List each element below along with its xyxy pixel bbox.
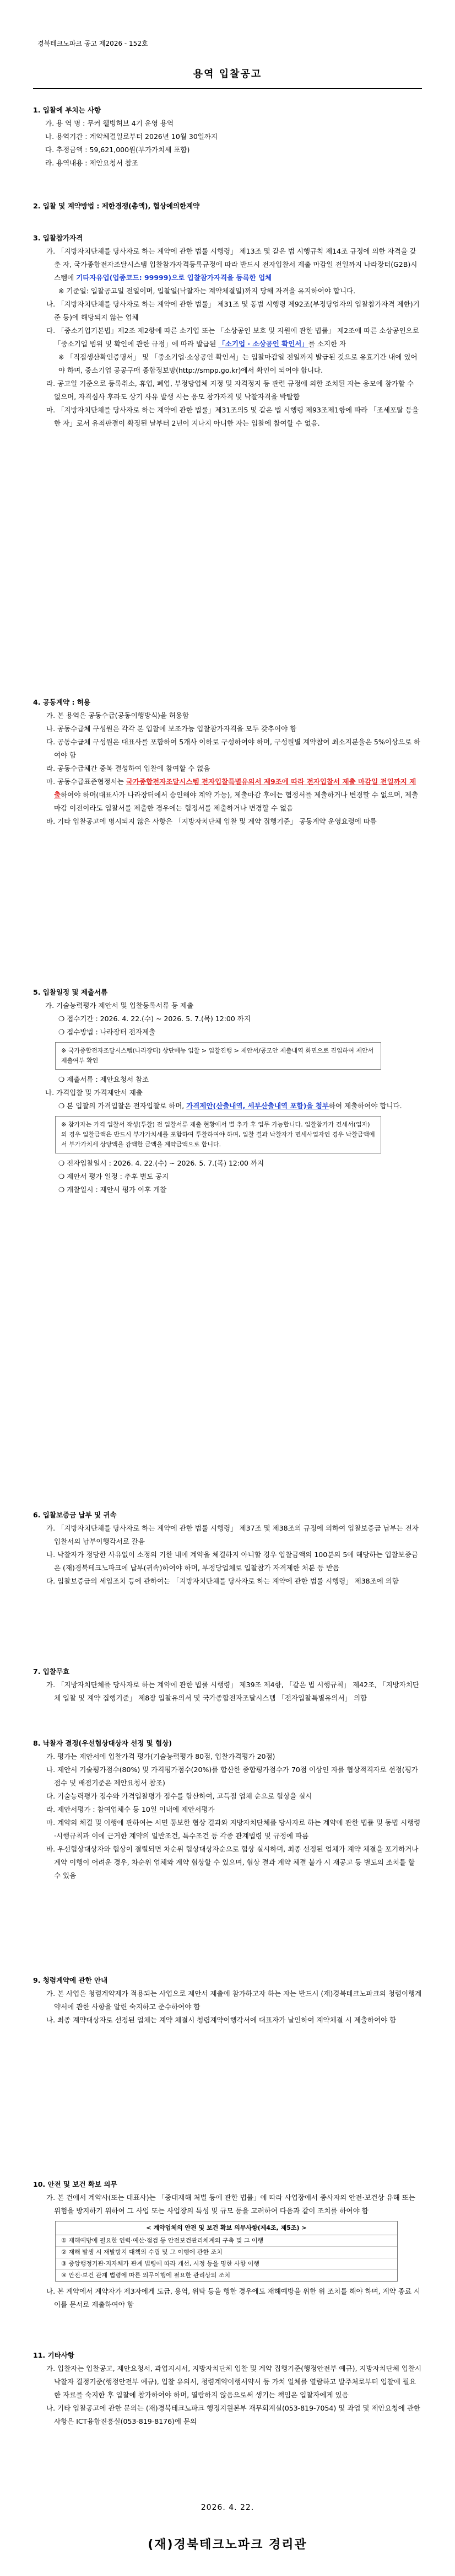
s9-item: 가. 본 사업은 청렴계약제가 적용되는 사업으로 제안서 제출에 참가하고자 하는 자는 반드시 (재)경북테크노파크의 청렴이행계약서에 관한 사항을 알린 숙지하고 준수하여야 함 (46, 1989, 422, 2011)
s5-price-text-end: 하여 제출하여야 합니다. (328, 1102, 402, 1110)
section-10-heading: 10. 안전 및 보건 확보 의무 (33, 2180, 117, 2188)
s5-price-highlight: 가격제안(산출내역, 세부산출내역 포함)을 첨부 (186, 1102, 329, 1110)
s5-bullet: ❍ 제안서 평가 일정 : 추후 별도 공지 (58, 1172, 169, 1180)
s3-ga-text: 가. 「지방자치단체를 당사자로 하는 계약에 관한 법률 시행령」 제13조 및 같은 법 시행규칙 제14조 규정에 의한 자격을 갖춘 자, 국가종합전자조달시스템 입찰참가자격등록규정에 따라 반드시 전자입찰서 제출 마감일 전일까지 나라장터(G2B)시스템에 (46, 247, 418, 282)
section-7-heading: 7. 입찰무효 (33, 1667, 70, 1676)
s5-bullet: ❍ 접수기간 : 2026. 4. 22.(수) ~ 2026. 5. 7.(목) 12:00 까지 (58, 1015, 251, 1023)
s1-item: 라. 용역내용 : 제안요청서 참조 (45, 159, 138, 167)
s8-item: 나. 제안서 기술평가점수(80%) 및 가격평가점수(20%)를 합산한 종합평가점수가 70점 이상인 자를 협상적격자로 선정(평가점수 및 배점기준은 제안요청서 참조) (46, 1765, 418, 1787)
s5-price-text: ❍ 본 입찰의 가격입찰은 전자입찰로 하며, (58, 1102, 187, 1110)
section-8 (33, 1737, 422, 1882)
s3-note: ※ 「직접생산확인증명서」 및 「중소기업·소상공인 확인서」는 입찰마감일 전일까지 발급된 것으로 유효기간 내에 있어야 하며, 중소기업 공공구매 종합정보망(http://smpp.go.kr)에서 확인이 되어야 합니다. (58, 353, 418, 374)
s4-item: 나. 공동수급체 구성원은 각각 본 입찰에 보조가능 입찰참가자격을 모두 갖추어야 함 (46, 724, 297, 733)
s4-item: 다. 공동수급체 구성원은 대표사를 포함하여 5개사 이하로 구성하여야 하며, 구성원별 계약참여 최소지분율은 5%이상으로 하여야 함 (46, 738, 421, 759)
s8-item: 마. 계약의 체결 및 이행에 관하여는 서면 통보한 협상 결과와 지방자치단체를 당사자로 하는 계약에 관한 법률 및 동법 시행령·시행규칙과 이에 근거한 계약의 일반조건, 특수조건 등 각종 관계법령 및 규정에 따름 (46, 1818, 421, 1840)
s3-ga-highlight: 기타자유업(업종코드: 99999)으로 입찰참가자격을 등록한 업체 (76, 273, 272, 282)
s8-item: 가. 평가는 제안서에 입찰가격 평가(기술능력평가 80점, 입찰가격평가 20점) (46, 1752, 275, 1761)
s4-ma-text-end: 하여야 하며(대표사가 나라장터에서 승인해야 계약 가능), 제출마감 후에는 협정서를 제출하거나 변경할 수 없으며, 제출마감 이전이라도 입찰서를 제출한 경우에는 협정서를 제출하거나 변경할 수 없음 (54, 791, 419, 812)
submission-check-box: ※ 국가종합전자조달시스템(나라장터) 상단메뉴 입찰 > 입찰진행 > 제안서/공모안 제출내역 화면으로 진입하여 제안서 제출여부 확인 (55, 1042, 381, 1070)
notice-date: 2026. 4. 22. (201, 2503, 254, 2512)
s9-item: 나. 최종 계약대상자로 선정된 업체는 계약 체결시 청렴계약이행각서에 대표자가 날인하여 계약체결 시 제출하여야 함 (46, 2016, 397, 2024)
section-3 (33, 232, 422, 430)
vat-note-box: ※ 참가자는 가격 입찰서 작성(투찰) 전 입찰서류 제출 현황에서 별 추가 후 업무 가능합니다. 입찰참가가 견세서(업자)의 경우 입찰금액은 반드시 부가가치세를 포함하여 투찰하여야 하며, 입찰 결과 낙찰자가 면세사업자인 경우 낙찰금액에서 부가가치세 상당액을 감액한 금액을 계약금액으로 합니다. (55, 1116, 381, 1153)
safety-table-row: ③ 중앙행정기관·지자체가 관계 법령에 따라 개선, 시정 등을 명한 사항 이행 (56, 2258, 397, 2270)
section-11-heading: 11. 기타사항 (33, 2351, 74, 2359)
s5-item: 나. 가격입찰 및 가격제안서 제출 (45, 1088, 143, 1097)
section-4-heading: 4. 공동계약 : 허용 (33, 698, 90, 706)
s3-da-highlight: 「소기업 · 소상공인 확인서」 (218, 340, 308, 348)
s6-item: 다. 입찰보증금의 세입조치 등에 관하여는 「지방자치단체를 당사자로 하는 계약에 관한 법률 시행령」 제38조에 의함 (46, 1577, 399, 1585)
s1-item: 다. 추정금액 : 59,621,000원(부가가치세 포함) (45, 146, 190, 154)
s3-item-ra: 라. 공고일 기준으로 등록취소, 휴업, 폐업, 부정당업체 지정 및 자격정지 등 관련 규정에 의한 조치된 자는 응모에 참가할 수 없으며, 자격심사 후라도 상기 사유 발생 시는 응모 참가자격 및 낙찰자격을 박탈함 (46, 379, 414, 401)
safety-table-row: ① 재해예방에 필요한 인력·예산·점검 등 안전보건관리체계의 구축 및 그 이행 (56, 2235, 397, 2247)
title-rule (33, 88, 422, 89)
s3-item-na: 나. 「지방자치단체를 당사자로 하는 계약에 관한 법률」 제31조 및 동법 시행령 제92조(부정당업자의 입찰참가자격 제한)기준 등)에 해당되지 않는 업체 (46, 300, 420, 321)
section-10 (33, 2178, 422, 2311)
s11-item: 가. 입찰자는 입찰공고, 제안요청서, 과업지시서, 지방자치단체 입찰 및 계약 집행기준(행정안전부 예규), 지방자치단체 입찰시 낙찰자 결정기준(행정안전부 예규), 입찰 유의서, 청렴계약이행서약서 등 가치 일체를 열람하고 발주처로부터 입찰에 필요한 자료를 숙지한 후 입찰에 참가하여야 하며, 열람하지 않음으로써 생기는 책임은 입찰자에게 있음 (46, 2364, 422, 2399)
section-7 (33, 1665, 422, 1705)
s4-ma-text: 마. 공동수급표준협정서는 (46, 777, 126, 786)
s10-item: 가. 본 건에서 계약사(또는 대표사)는 「중대재해 처벌 등에 관한 법률」에 따라 사업장에서 종사자의 안전·보건상 유해 또는 위험을 방지하기 위하여 그 사업 또는 사업장의 특성 및 규모 등을 고려하여 다음과 같이 조치를 하여야 함 (46, 2193, 415, 2215)
page-title: 용역 입찰공고 (193, 68, 262, 80)
section-5 (33, 986, 422, 1196)
s4-item: 바. 기타 입찰공고에 명시되지 않은 사항은 「지방자치단체 입찰 및 계약 집행기준」 공동계약 운영요령에 따름 (46, 817, 377, 825)
section-2 (33, 200, 422, 213)
s5-item: 가. 기술능력평가 제안서 및 입찰등록서류 등 제출 (45, 1001, 194, 1010)
section-2-heading: 2. 입찰 및 계약방법 : 제한경쟁(총액), 협상에의한계약 (33, 202, 200, 210)
s8-item: 라. 제안서평가 : 참여업체수 등 10일 이내에 제안서평가 (46, 1805, 215, 1813)
s5-bullet-price (33, 1099, 422, 1113)
s11-item: 나. 기타 입찰공고에 관한 문의는 (재)경북테크노파크 행정지원본부 재무회계실(053-819-7054) 및 과업 및 제안요청에 관한 사항은 ICT융합진흥실(053-819-8176)에 문의 (46, 2404, 420, 2425)
s6-item: 가. 「지방자치단체를 당사자로 하는 계약에 관한 법률 시행령」 제37조 및 제38조의 규정에 의하여 입찰보증금 납부는 전자입찰서의 납부이행각서로 갈음 (46, 1524, 419, 1545)
safety-table-row: ② 재해 발생 시 재발방지 대책의 수립 및 그 이행에 관한 조치 (56, 2247, 397, 2258)
safety-table-header: < 계약업체의 안전 및 보건 확보 의무사항(제4조, 제5조) > (56, 2221, 397, 2235)
s4-item: 라. 공동수급체간 중복 결성하여 입찰에 참여할 수 없음 (46, 764, 210, 772)
section-3-heading: 3. 입찰참가자격 (33, 234, 83, 242)
s5-bullet: ❍ 접수방법 : 나라장터 전자제출 (58, 1028, 156, 1036)
section-8-heading: 8. 낙찰자 결정(우선협상대상자 선정 및 협상) (33, 1739, 172, 1747)
section-1-heading: 1. 입찰에 부치는 사항 (33, 106, 101, 114)
s3-note: ※ 기준일: 입찰공고일 전일이며, 입찰일(낙찰자는 계약체결일)까지 당해 자격을 유지하여야 합니다. (58, 287, 356, 295)
s6-item: 나. 낙찰자가 정당한 사유없이 소정의 기한 내에 계약을 체결하지 아니할 경우 입찰금액의 100분의 5에 해당하는 입찰보증금은 (재)경북테크노파크에 납부(귀속)하여야 하며, 부정당업체로 입찰참가 자격제한 처분 등 받음 (46, 1550, 418, 1572)
s8-item: 바. 우선협상대상자와 협상이 결렬되면 차순위 협상대상자순으로 협상 실시하며, 최종 선정된 업체가 계약 체결을 포기하거나 계약 이행이 어려운 경우, 차순위 업체와 계약 협상할 수 있으며, 협상 결과 계약 체결 불가 시 재공고 등 별도의 조치를 할 수 있음 (46, 1845, 419, 1880)
safety-table-row: ④ 안전·보건 관계 법령에 따른 의무이행에 필요한 관리상의 조치 (61, 2272, 230, 2279)
section-6 (33, 1509, 422, 1588)
section-9-heading: 9. 청렴계약에 관한 안내 (33, 1976, 108, 1984)
safety-obligations-table (55, 2221, 398, 2282)
s7-item: 가. 「지방자치단체를 당사자로 하는 계약에 관한 법률 시행령」 제39조 제4항, 「같은 법 시행규칙」 제42조, 「지방자치단체 입찰 및 계약 집행기준」 제8장 입찰유의서 및 국가종합전자조달시스템 「전자입찰특별유의서」 의함 (46, 1681, 419, 1702)
s10-item: 나. 본 계약에서 계약자가 제3자에게 도급, 용역, 위탁 등을 행한 경우에도 재해예방을 위한 위 조치를 해야 하며, 계약 종료 시 이를 문서로 제출하여야 함 (46, 2287, 420, 2309)
s3-item-ma: 마. 「지방자치단체를 당사자로 하는 계약에 관한 법률」제31조의5 및 같은 법 시행령 제93조제1항에 따라 「조세포탈 등을 한 자」로서 유죄판결이 확정된 날부터 2년이 지나지 아니한 자는 입찰에 참여할 수 없음. (46, 406, 419, 427)
s5-bullet: ❍ 제출서류 : 제안요청서 참조 (58, 1075, 149, 1083)
s4-item-ma (33, 775, 422, 815)
section-4 (33, 696, 422, 828)
section-5-heading: 5. 입찰일정 및 제출서류 (33, 988, 108, 996)
s3-item-ga (33, 245, 422, 285)
s1-item: 나. 용역기간 : 계약체결일로부터 2026년 10월 30일까지 (45, 132, 218, 141)
section-6-heading: 6. 입찰보증금 납부 및 귀속 (33, 1511, 117, 1519)
s4-item: 가. 본 용역은 공동수급(공동이행방식)을 허용함 (46, 711, 189, 720)
section-11 (33, 2349, 422, 2428)
s5-bullet: ❍ 전자입찰일시 : 2026. 4. 22.(수) ~ 2026. 5. 7.(목) 12:00 까지 (58, 1159, 264, 1167)
section-9 (33, 1974, 422, 2027)
notice-number: 경북테크노파크 공고 제2026 - 152호 (37, 40, 148, 47)
s5-bullet: ❍ 개찰일시 : 제안서 평가 이후 개찰 (58, 1185, 167, 1194)
s3-item-da (33, 324, 422, 351)
s1-item: 가. 용 역 명 : 무커 웰빙허브 4기 운영 용역 (45, 119, 174, 127)
s8-item: 다. 기술능력평가 점수와 가격입찰평가 점수를 합산하여, 고득점 업체 순으로 협상을 실시 (46, 1792, 312, 1800)
issuing-organization: (재)경북테크노파크 경리관 (148, 2538, 307, 2552)
s3-da-text-end: 를 소지한 자 (308, 340, 346, 348)
s4-ma-highlight: 국가종합전자조달시스템 전자입찰특별유의서 제9조에 따라 전자입찰서 제출 마감일 전일까지 제출 (54, 777, 416, 799)
section-1 (33, 104, 422, 170)
s3-da-text: 다. 「중소기업기본법」제2조 제2항에 따른 소기업 또는 「소상공인 보호 및 지원에 관한 법률」 제2조에 따른 소상공인으로 「중소기업 범위 및 확인에 관한 규정」에 따라 발급된 (46, 326, 419, 348)
